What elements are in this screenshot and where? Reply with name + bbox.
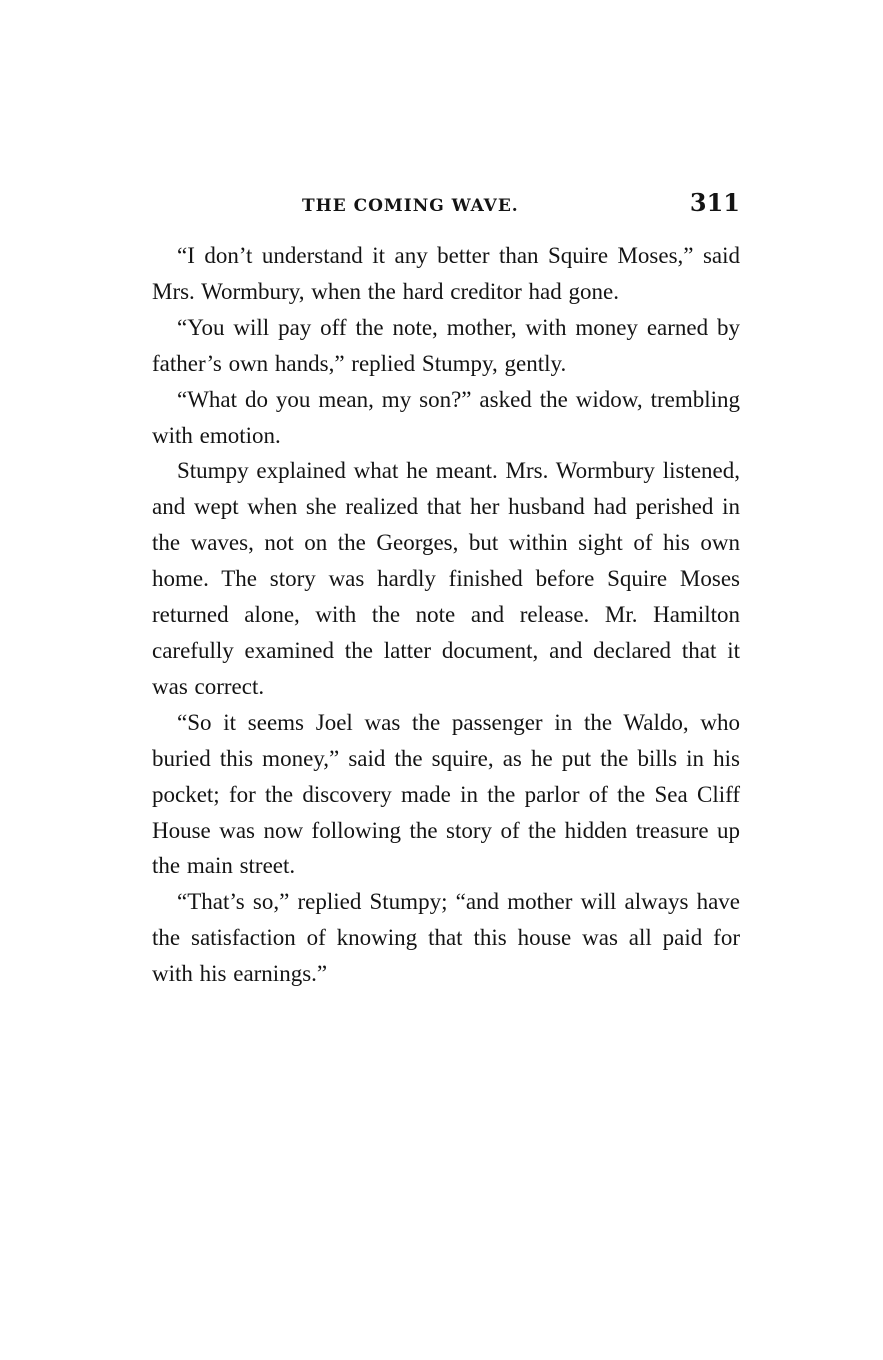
- body-text: [152, 238, 740, 992]
- running-head: [152, 188, 740, 222]
- paragraph-5: “So it seems Joel was the passenger in the Waldo, who buried this money,” said the squire, as he put the bills in his pocket; for the discovery made in the parlor of the Sea Cliff House was now following the story of the hidden treasure up the main street.: [152, 709, 740, 879]
- page-number: 311: [689, 188, 740, 217]
- paragraph-1: “I don’t understand it any better than Squire Moses,” said Mrs. Wormbury, when the hard creditor had gone.: [152, 243, 740, 304]
- running-title: THE COMING WAVE.: [302, 196, 519, 216]
- paragraph-2: “You will pay off the note, mother, with money earned by father’s own hands,” replied Stumpy, gently.: [152, 314, 740, 376]
- paragraph-6: “That’s so,” replied Stumpy; “and mother will always have the satisfaction of knowing that this house was all paid for with his earnings.”: [152, 889, 740, 987]
- paragraph-3: “What do you mean, my son?” asked the widow, trembling with emotion.: [152, 386, 740, 448]
- paragraph-4: Stumpy explained what he meant. Mrs. Wormbury listened, and wept when she realized that her husband had perished in the waves, not on the Georges, but within sight of his own home. The story was hardly finished before Squire Moses returned alone, with the note and release. Mr. Hamilton carefully examined the latter document, and declared that it was correct.: [152, 458, 740, 699]
